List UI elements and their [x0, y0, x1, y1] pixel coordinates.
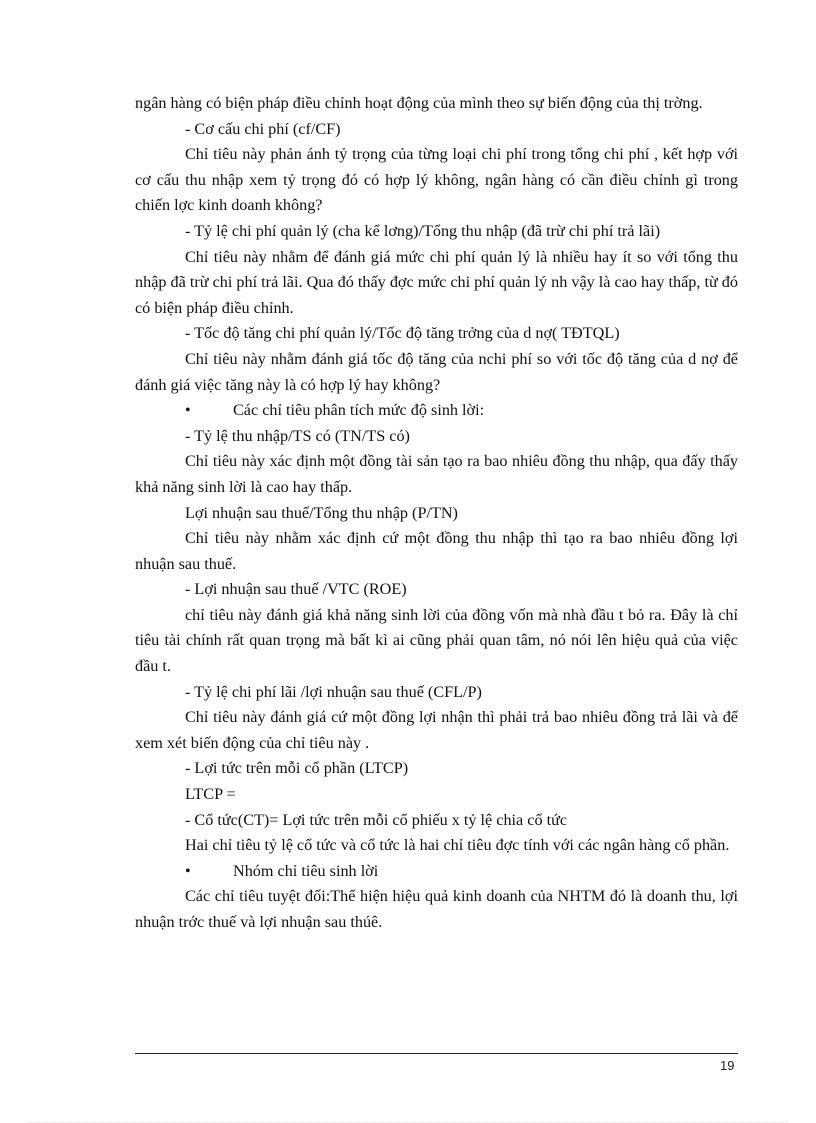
bullet-text: Các chỉ tiêu phân tích mức độ sinh lời:: [233, 401, 485, 420]
paragraph: - Tốc độ tăng chi phí quản lý/Tốc độ tăng trởng của d nợ( TĐTQL): [185, 324, 620, 343]
paragraph: - Tỷ lệ chi phí lãi /lợi nhuận sau thuế (CFL/P): [185, 682, 482, 701]
page-number: 19: [720, 1058, 735, 1073]
footer-rule: [135, 1053, 738, 1054]
bullet-text: Nhóm chỉ tiêu sinh lời: [233, 861, 379, 880]
paragraph: - Cổ tức(CT)= Lợi tức trên mỗi cổ phiếu x tỷ lệ chia cổ tức: [185, 810, 568, 829]
paragraph: Lợi nhuận sau thuế/Tổng thu nhập (P/TN): [185, 503, 458, 522]
paragraph: LTCP =: [185, 785, 236, 804]
paragraph: - Lợi tức trên mỗi cổ phần (LTCP): [185, 759, 409, 778]
paragraph: - Lợi nhuận sau thuế /VTC (ROE): [185, 580, 407, 599]
paragraph: - Tỷ lệ thu nhập/TS có (TN/TS có): [185, 426, 410, 445]
paragraph: - Tỷ lệ chi phí quản lý (cha kể lơng)/Tổng thu nhập (đã trừ chi phí trả lãi): [185, 221, 661, 240]
paragraph: Chỉ tiêu này nhằm để đánh giá mức chi phí quản lý là nhiều hay ít so với tổng thu nhập đã trừ chi phí trả lãi. Qua đó thấy đợc mức chi phí quản lý nh vậy là cao hay thấp, từ đó có biện pháp điều chỉnh.: [135, 247, 738, 317]
bullet-item: [135, 859, 738, 885]
bullet-icon: •: [185, 402, 191, 420]
paragraph: Chỉ tiêu này nhằm xác định cứ một đồng thu nhập thì tạo ra bao nhiêu đồng lợi nhuận sau thuế.: [135, 529, 738, 573]
paragraph: Các chỉ tiêu tuyệt đối:Thể hiện hiệu quả kinh doanh của NHTM đó là doanh thu, lợi nhuận trớc thuế và lợi nhuận sau thúê.: [135, 887, 738, 931]
document-body: [135, 91, 738, 936]
bullet-icon: •: [185, 862, 191, 880]
paragraph: chỉ tiêu này đánh giá khả năng sinh lời của đồng vốn mà nhà đầu t bỏ ra. Đây là chỉ tiêu tài chính rất quan trọng mà bất kì ai cũng phải quan tâm, nó nói lên hiệu quả của việc đầu t.: [135, 605, 738, 676]
paragraph: Hai chỉ tiêu tỷ lệ cổ tức và cổ tức là hai chỉ tiêu đợc tính với các ngân hàng cổ phần.: [185, 836, 730, 855]
paragraph: ngân hàng có biện pháp điều chỉnh hoạt động của mình theo sự biến động của thị trờng.: [135, 94, 703, 112]
paragraph: - Cơ cấu chi phí (cf/CF): [185, 119, 341, 138]
paragraph: Chỉ tiêu này nhằm đánh giá tốc độ tăng của nchi phí so với tốc độ tăng của d nợ để đánh giá việc tăng này là có hợp lý hay không?: [135, 349, 738, 394]
bullet-item: [135, 398, 738, 424]
paragraph: Chỉ tiêu này đánh giá cứ một đồng lợi nhận thì phải trả bao nhiêu đồng trả lãi và để xem xét biến động của chỉ tiêu này .: [135, 708, 738, 752]
paragraph: Chỉ tiêu này xác định một đồng tài sản tạo ra bao nhiêu đồng thu nhập, qua đấy thấy khả năng sinh lời là cao hay thấp.: [135, 452, 738, 496]
paragraph: Chỉ tiêu này phản ánh tỷ trọng của từng loại chi phí trong tổng chi phí , kết hợp với cơ cấu thu nhập xem tỷ trọng đó có hợp lý không, ngân hàng có cần điều chỉnh gì trong chiến lợc kinh doanh không?: [135, 145, 738, 215]
